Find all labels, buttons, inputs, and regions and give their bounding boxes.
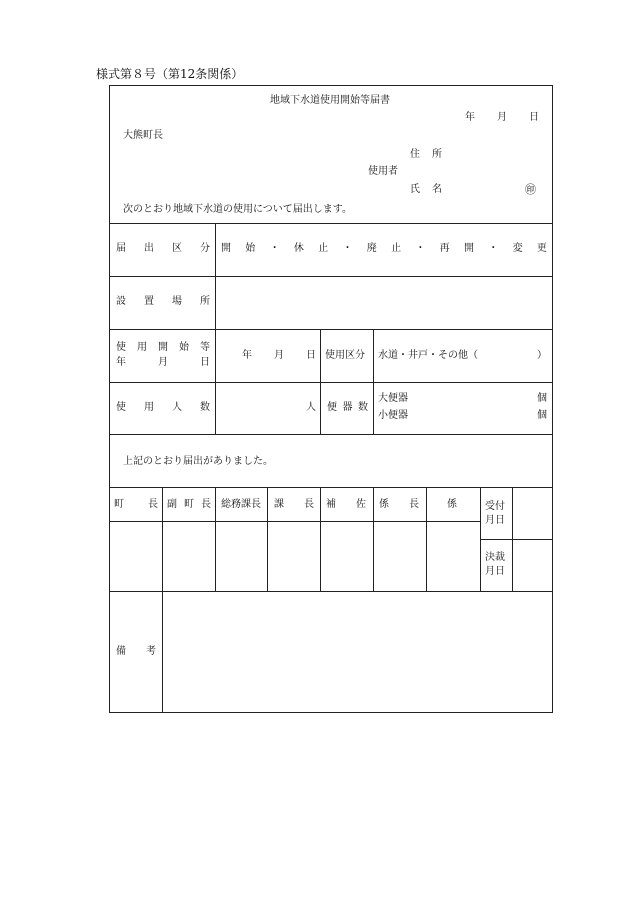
divider-label-column [215, 223, 216, 434]
address-label-1: 住 [410, 149, 420, 160]
option-abolish-2[interactable]: 止 [391, 243, 402, 254]
stamp-cell-general-affairs-chief[interactable] [216, 522, 266, 590]
stamp-cell-mayor[interactable] [110, 522, 161, 590]
location-label: 設 置 場 所 [116, 296, 210, 307]
divider-acceptance [109, 487, 553, 488]
decision-date-field[interactable] [513, 540, 552, 590]
stamp-cell-section-chief[interactable] [268, 522, 319, 590]
toilet-small-label: 小便器 [378, 410, 408, 421]
name-label-1: 氏 [410, 184, 420, 195]
decision-label-2: 月日 [485, 566, 505, 577]
intro-text: 次のとおり地域下水道の使用について届出します。 [123, 204, 352, 215]
option-suspend-1[interactable]: 休 [293, 243, 304, 254]
stamp-cell-subsection-chief[interactable] [374, 522, 425, 590]
date-year: 年 [465, 112, 475, 123]
approval-header-deputy-mayor: 副 町 長 [167, 499, 211, 510]
approval-header-subsection-chief: 係 長 [379, 499, 419, 510]
approval-header-section-chief: 課 長 [274, 499, 314, 510]
option-start-1[interactable]: 開 [221, 243, 231, 254]
option-abolish-1[interactable]: 廃 [366, 243, 377, 254]
divider-middle-column [320, 329, 321, 434]
approval-header-staff: 係 [447, 499, 457, 510]
users-count-label: 使 用 人 数 [116, 402, 210, 413]
approval-header-mayor: 町 長 [114, 499, 158, 510]
seal-mark: ㊞ [525, 183, 536, 196]
stamp-cell-deputy-mayor[interactable] [163, 522, 214, 590]
approval-header-assistant: 補 佐 [326, 499, 366, 510]
start-date-label-line1: 使 用 開 始 等 [116, 342, 210, 353]
stamp-cell-assistant[interactable] [321, 522, 372, 590]
category-value[interactable]: 水道・井戸・その他（ [378, 350, 478, 361]
option-suspend-2[interactable]: 止 [318, 243, 329, 254]
date-month: 月 [497, 112, 507, 123]
received-label-1: 受付 [485, 501, 505, 512]
date-day: 日 [529, 112, 539, 123]
users-count-unit[interactable]: 人 [306, 402, 316, 413]
address-label-2: 所 [432, 149, 442, 160]
toilet-small-unit[interactable]: 個 [537, 410, 547, 421]
divider-right-column [373, 329, 374, 434]
divider-header [109, 223, 553, 224]
acceptance-text: 上記のとおり届出がありました。 [123, 456, 273, 467]
divider-approval-7 [480, 487, 481, 591]
notification-type-label: 届 出 区 分 [116, 243, 210, 254]
option-resume-1[interactable]: 再 [439, 243, 450, 254]
divider-approvals [109, 591, 553, 592]
user-label: 使用者 [368, 166, 398, 177]
approval-header-general-affairs-chief: 総務課長 [221, 499, 261, 510]
received-label-2: 月日 [485, 515, 505, 526]
fixture-count-label: 便 器 数 [327, 402, 368, 413]
divider-approval-1 [162, 487, 163, 713]
stamp-cell-staff[interactable] [427, 522, 479, 590]
divider-count [109, 434, 553, 435]
remarks-field[interactable] [164, 593, 551, 711]
decision-label-1: 決裁 [485, 552, 505, 563]
option-start-2[interactable]: 始 [245, 243, 256, 254]
option-resume-2[interactable]: 開 [463, 243, 474, 254]
divider-location [109, 329, 553, 330]
divider-type [109, 276, 553, 277]
category-label: 使用区分 [325, 350, 365, 361]
form-number: 様式第８号（第12条関係） [96, 67, 244, 81]
start-date-label-line2: 年 月 日 [116, 357, 210, 368]
name-label-2: 名 [432, 184, 442, 195]
start-date-value[interactable]: 年 月 日 [242, 350, 316, 361]
option-change-2[interactable]: 更 [536, 243, 547, 254]
addressee: 大熊町長 [123, 130, 163, 141]
remarks-label: 備 考 [116, 646, 156, 657]
toilet-large-unit[interactable]: 個 [537, 393, 547, 404]
category-close: ） [537, 350, 547, 361]
divider-date [109, 382, 553, 383]
toilet-large-label: 大便器 [378, 393, 408, 404]
option-change-1[interactable]: 変 [512, 243, 523, 254]
location-field[interactable] [217, 279, 551, 327]
form-title: 地域下水道使用開始等届書 [270, 95, 390, 106]
notification-type-options: 開 始 ・ 休 止 ・ 廃 止 ・ 再 開 ・ 変 更 [221, 243, 547, 254]
received-date-field[interactable] [513, 488, 552, 538]
